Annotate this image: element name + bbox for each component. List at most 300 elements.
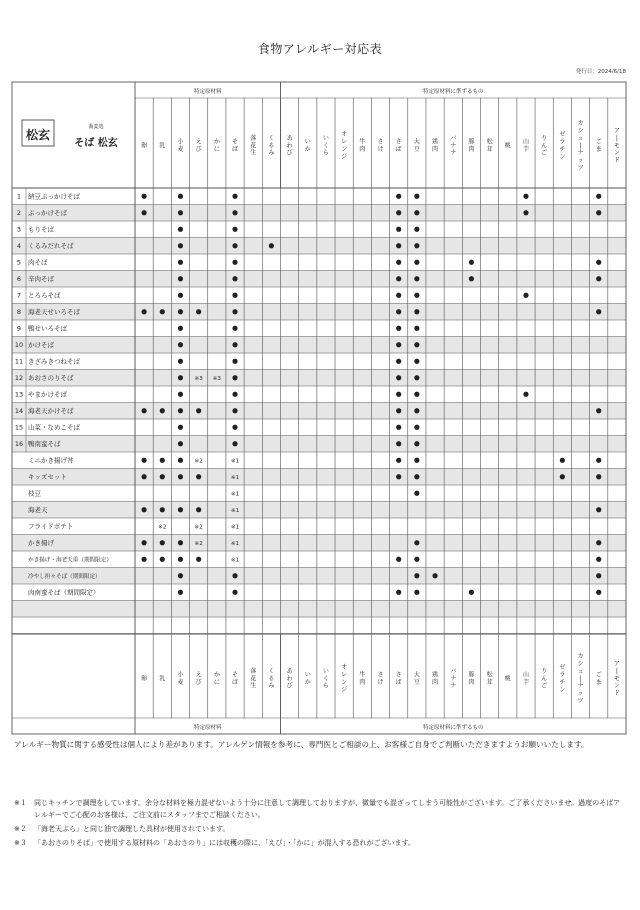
- svg-text:シ: シ: [577, 127, 584, 135]
- allergen-dot: [178, 227, 183, 232]
- allergen-dot: [141, 458, 146, 463]
- row-name: ミニかき揚げ丼: [28, 456, 74, 465]
- svg-text:さ: さ: [377, 138, 384, 146]
- allergen-dot: [141, 309, 146, 314]
- svg-text:み: み: [268, 149, 275, 157]
- row-name: かき揚げ: [28, 538, 54, 547]
- column-header-9: [287, 135, 293, 157]
- svg-text:オ: オ: [341, 131, 348, 139]
- svg-text:び: び: [286, 682, 293, 690]
- svg-text:バ: バ: [450, 667, 457, 675]
- allergen-dot: [596, 309, 601, 314]
- svg-text:松: 松: [486, 138, 493, 146]
- svg-text:麦: 麦: [177, 679, 184, 686]
- column-header-2: [159, 141, 165, 149]
- allergen-dot: [232, 260, 237, 265]
- allergen-dot: [178, 392, 183, 397]
- allergen-dot: [178, 293, 183, 298]
- footnote-1-mark: ※１: [14, 799, 27, 807]
- footnote-2: [14, 823, 626, 835]
- logo-name: そば 松玄: [74, 138, 118, 149]
- svg-text:ば: ば: [232, 679, 239, 686]
- allergen-dot: [396, 458, 401, 463]
- column-header-19: [468, 138, 474, 153]
- row-number: 9: [16, 324, 22, 333]
- svg-text:ば: ば: [395, 679, 402, 686]
- svg-text:小: 小: [177, 671, 184, 679]
- svg-text:大: 大: [413, 138, 420, 146]
- allergen-dot: [196, 474, 201, 479]
- footnote-3-text: 「あおさのりそば」で使用する原材料の「あおさのり」には収穫の際に、「えび」・「かに」が混入する恐れがございます。: [34, 839, 415, 847]
- svg-text:モ: モ: [613, 675, 620, 683]
- svg-text:肉: 肉: [359, 679, 366, 686]
- column-header-11: [323, 135, 329, 157]
- svg-text:ま: ま: [595, 146, 602, 153]
- allergen-dot: [396, 375, 401, 380]
- allergen-dot: [396, 194, 401, 199]
- svg-text:松: 松: [486, 671, 493, 679]
- svg-text:ツ: ツ: [577, 697, 584, 705]
- row-name: 鴨せいろそば: [28, 324, 67, 333]
- row-number: 11: [14, 357, 24, 366]
- svg-text:び: び: [286, 149, 293, 157]
- row-number: 1: [16, 192, 22, 201]
- allergen-dot: [178, 590, 183, 595]
- svg-text:ご: ご: [541, 682, 548, 690]
- column-footer-2: [159, 674, 165, 682]
- svg-text:ン: ン: [613, 682, 620, 690]
- allergen-dot: [232, 375, 237, 380]
- svg-text:生: 生: [250, 149, 257, 157]
- svg-text:ご: ご: [595, 671, 602, 679]
- svg-text:大: 大: [413, 671, 420, 679]
- allergen-dot: [160, 507, 165, 512]
- allergen-dot: [596, 194, 601, 199]
- svg-text:牛: 牛: [359, 671, 366, 679]
- allergen-dot: [469, 276, 474, 281]
- column-footer-13: [359, 671, 365, 686]
- svg-text:豚: 豚: [468, 138, 475, 146]
- column-header-16: [414, 138, 420, 153]
- row-number: 2: [16, 208, 22, 217]
- allergen-note-mark: ※3: [212, 375, 221, 382]
- svg-text:え: え: [195, 138, 202, 146]
- allergen-dot: [469, 590, 474, 595]
- row-name: 辛肉そば: [28, 274, 54, 283]
- svg-text:さ: さ: [395, 671, 402, 679]
- svg-text:く: く: [322, 142, 329, 150]
- allergen-dot: [560, 474, 565, 479]
- row-number: 4: [16, 241, 22, 250]
- svg-text:ば: ば: [395, 146, 402, 153]
- svg-text:茸: 茸: [486, 146, 493, 153]
- allergen-dot: [196, 507, 201, 512]
- row-number: 8: [16, 307, 22, 316]
- column-header-24: [559, 131, 565, 160]
- svg-text:あ: あ: [286, 134, 293, 142]
- svg-text:に: に: [213, 146, 220, 153]
- allergen-dot: [141, 507, 146, 512]
- svg-text:さ: さ: [395, 138, 402, 146]
- allergen-dot: [178, 326, 183, 331]
- allergen-dot: [414, 590, 419, 595]
- svg-text:ん: ん: [541, 142, 548, 150]
- row-number: 5: [16, 258, 22, 267]
- svg-text:バ: バ: [450, 134, 457, 142]
- allergen-dot: [141, 474, 146, 479]
- row-band: [12, 304, 626, 321]
- allergen-dot: [396, 260, 401, 265]
- row-number: 13: [14, 390, 24, 399]
- row-name: かけそば: [28, 340, 54, 349]
- svg-text:ッ: ッ: [577, 690, 584, 698]
- row-band: [12, 601, 626, 618]
- allergen-dot: [232, 227, 237, 232]
- allergen-dot: [232, 573, 237, 578]
- column-footer-11: [323, 668, 329, 690]
- svg-text:ジ: ジ: [341, 686, 348, 694]
- svg-text:り: り: [541, 667, 548, 675]
- row-name: 冷やし担々そば（期間限定）: [28, 573, 101, 580]
- svg-text:ナ: ナ: [577, 682, 584, 690]
- allergen-dot: [596, 507, 601, 512]
- row-band: [12, 238, 626, 255]
- column-footer-17: [432, 671, 438, 686]
- allergen-dot: [396, 359, 401, 364]
- allergen-dot: [178, 194, 183, 199]
- svg-text:モ: モ: [613, 142, 620, 150]
- column-header-12: [341, 130, 347, 160]
- allergen-dot: [178, 359, 183, 364]
- allergen-dot: [414, 392, 419, 397]
- group-equivalent-footer: 特定原材料に準ずるもの: [422, 725, 484, 731]
- svg-text:か: か: [213, 138, 220, 146]
- svg-text:肉: 肉: [432, 146, 439, 153]
- allergen-dot: [523, 392, 528, 397]
- allergen-dot: [178, 507, 183, 512]
- svg-text:ナ: ナ: [450, 142, 457, 150]
- row-name: あおさのりそば: [28, 373, 74, 382]
- allergen-dot: [141, 210, 146, 215]
- svg-text:豆: 豆: [413, 146, 420, 153]
- allergen-dot: [414, 458, 419, 463]
- allergen-dot: [523, 210, 528, 215]
- allergen-dot: [414, 540, 419, 545]
- column-header-8: [268, 135, 274, 157]
- row-name: 海老天かけそば: [28, 406, 74, 415]
- svg-text:け: け: [377, 146, 384, 153]
- row-number: 6: [16, 274, 22, 283]
- allergen-dot: [414, 326, 419, 331]
- allergen-note-mark: ※1: [230, 491, 240, 498]
- allergen-note-mark: ※1: [230, 474, 240, 481]
- svg-text:ン: ン: [559, 153, 566, 161]
- footnote-1-text: 同じキッチンで調理をしています。余分な材料を極力混ぜないよう十分に注意して調理しておりますが、微量でも混ざってしまう可能性がございます。ご了承くださいませ。過度のそばアレルギーでご心配のお客様は、ご注文前にスタッフまでご相談ください。: [34, 799, 621, 819]
- svg-text:ド: ド: [613, 157, 620, 165]
- column-footer-18: [450, 668, 456, 690]
- row-name: 山菜・なめこそば: [28, 423, 80, 432]
- svg-text:ナ: ナ: [450, 149, 457, 157]
- allergen-dot: [232, 210, 237, 215]
- allergen-dot: [141, 408, 146, 413]
- svg-text:ナ: ナ: [450, 675, 457, 683]
- footnote-1: [14, 797, 626, 821]
- column-footer-5: [214, 671, 220, 686]
- svg-text:|: |: [579, 675, 582, 683]
- row-name: くるみだれそば: [28, 241, 74, 250]
- allergen-dot: [232, 392, 237, 397]
- allergen-dot: [232, 293, 237, 298]
- notes-main: [14, 738, 626, 751]
- allergen-dot: [396, 408, 401, 413]
- svg-text:ラ: ラ: [559, 671, 566, 679]
- column-header-7: [250, 134, 256, 157]
- svg-text:け: け: [377, 679, 384, 686]
- svg-text:チ: チ: [559, 146, 566, 153]
- allergen-note-mark: ※1: [230, 557, 240, 564]
- allergen-dot: [232, 425, 237, 430]
- svg-text:生: 生: [250, 682, 257, 690]
- allergen-dot: [232, 309, 237, 314]
- svg-text:オ: オ: [341, 664, 348, 672]
- row-name: キッズセット: [28, 472, 67, 481]
- row-name: もりそば: [28, 225, 54, 234]
- svg-text:桃: 桃: [504, 142, 511, 150]
- svg-text:カ: カ: [577, 653, 584, 661]
- allergen-note-mark: ※2: [194, 540, 203, 547]
- column-header-14: [377, 139, 383, 153]
- allergen-dot: [414, 342, 419, 347]
- svg-text:|: |: [615, 667, 618, 675]
- allergen-dot: [414, 309, 419, 314]
- row-number: 3: [16, 225, 22, 234]
- column-footer-21: [505, 674, 511, 682]
- allergen-dot: [160, 458, 165, 463]
- column-header-27: [614, 128, 620, 165]
- svg-text:卵: 卵: [141, 142, 148, 150]
- allergen-note-mark: ※1: [230, 540, 240, 547]
- svg-text:小: 小: [177, 138, 184, 146]
- allergen-dot: [178, 441, 183, 446]
- notes-main-text: アレルギー物質に関する感受性は個人により差があります。アレルゲン情報を参考に、専門医とご相談の上、お客様ご自身でご判断いただきますようお願いいたします。: [14, 740, 589, 749]
- svg-text:豚: 豚: [468, 671, 475, 679]
- column-footer-12: [341, 663, 347, 693]
- svg-text:る: る: [268, 675, 275, 683]
- column-footer-1: [141, 674, 147, 682]
- svg-text:り: り: [541, 134, 548, 142]
- svg-text:く: く: [268, 134, 275, 142]
- svg-text:ナ: ナ: [577, 149, 584, 157]
- allergen-dot: [396, 474, 401, 479]
- svg-text:み: み: [268, 682, 275, 690]
- svg-text:シ: シ: [577, 660, 584, 668]
- svg-text:ッ: ッ: [577, 157, 584, 165]
- group-specified-footer: 特定原材料: [193, 725, 222, 731]
- row-name: きざみきつねそば: [28, 357, 80, 366]
- allergen-note-mark: ※1: [230, 458, 240, 465]
- allergen-dot: [396, 243, 401, 248]
- allergen-dot: [196, 408, 201, 413]
- svg-text:び: び: [195, 146, 202, 153]
- column-footer-3: [177, 671, 184, 686]
- allergen-dot: [178, 243, 183, 248]
- svg-text:乳: 乳: [159, 142, 166, 150]
- allergen-dot: [196, 309, 201, 314]
- column-footer-22: [523, 671, 529, 686]
- logo-small-text: 蕎麦処: [88, 124, 104, 130]
- svg-text:ア: ア: [613, 127, 620, 135]
- row-number: 10: [14, 340, 24, 349]
- svg-text:ツ: ツ: [577, 164, 584, 172]
- svg-text:山: 山: [522, 671, 529, 679]
- row-band: [12, 370, 626, 387]
- column-header-6: [232, 139, 238, 153]
- svg-text:か: か: [304, 679, 311, 686]
- svg-text:牛: 牛: [359, 138, 366, 146]
- allergen-dot: [178, 540, 183, 545]
- svg-text:わ: わ: [286, 675, 293, 683]
- svg-text:茸: 茸: [486, 679, 493, 686]
- svg-text:落: 落: [250, 667, 257, 675]
- allergen-dot: [596, 210, 601, 215]
- svg-text:花: 花: [250, 142, 257, 150]
- svg-text:ま: ま: [595, 679, 602, 686]
- svg-text:い: い: [304, 671, 311, 679]
- svg-text:卵: 卵: [141, 675, 148, 683]
- allergen-dot: [396, 557, 401, 562]
- column-header-22: [523, 138, 529, 153]
- allergen-dot: [160, 557, 165, 562]
- allergen-dot: [596, 458, 601, 463]
- svg-text:い: い: [322, 134, 329, 142]
- allergen-dot: [232, 276, 237, 281]
- allergen-dot: [178, 573, 183, 578]
- svg-text:ゼ: ゼ: [559, 664, 566, 672]
- column-header-13: [359, 138, 365, 153]
- column-header-17: [432, 138, 438, 153]
- allergen-dot: [414, 227, 419, 232]
- allergen-dot: [160, 540, 165, 545]
- svg-text:山: 山: [522, 138, 529, 146]
- group-equivalent-header: 特定原材料に準ずるもの: [422, 89, 484, 95]
- allergen-dot: [414, 194, 419, 199]
- group-specified-header: 特定原材料: [193, 89, 222, 95]
- allergen-dot: [178, 425, 183, 430]
- column-footer-15: [396, 672, 402, 686]
- svg-text:る: る: [268, 142, 275, 150]
- allergen-dot: [396, 309, 401, 314]
- row-name: とろろそば: [28, 291, 61, 300]
- svg-text:ン: ン: [341, 146, 348, 153]
- svg-text:レ: レ: [341, 138, 348, 146]
- svg-text:花: 花: [250, 675, 257, 683]
- row-number: 12: [14, 373, 24, 382]
- footnote-3-mark: ※３: [14, 839, 27, 847]
- svg-text:鶏: 鶏: [432, 138, 439, 146]
- allergen-dot: [141, 557, 146, 562]
- svg-text:ア: ア: [613, 660, 620, 668]
- allergen-dot: [269, 243, 274, 248]
- allergen-note-mark: ※2: [194, 458, 203, 465]
- svg-text:そ: そ: [232, 138, 239, 146]
- svg-text:ン: ン: [613, 149, 620, 157]
- column-header-21: [505, 141, 511, 149]
- svg-text:ラ: ラ: [559, 138, 566, 146]
- svg-text:に: に: [213, 679, 220, 686]
- svg-text:肉: 肉: [468, 679, 475, 686]
- row-name: 肉南蛮そば（期間限定）: [28, 588, 100, 597]
- allergen-dot: [596, 557, 601, 562]
- svg-text:い: い: [304, 138, 311, 146]
- allergen-dot: [178, 342, 183, 347]
- row-band: [12, 535, 626, 552]
- allergen-note-mark: ※3: [194, 375, 203, 382]
- footnote-3: [14, 837, 626, 849]
- allergen-dot: [414, 276, 419, 281]
- svg-text:芋: 芋: [522, 679, 529, 686]
- row-name: 鴨南蛮そば: [28, 439, 61, 448]
- row-name: かき揚げ・海老天重（期間限定）: [28, 557, 112, 564]
- svg-text:チ: チ: [559, 679, 566, 686]
- svg-text:肉: 肉: [468, 146, 475, 153]
- allergen-dot: [560, 458, 565, 463]
- svg-text:ュ: ュ: [577, 667, 584, 675]
- allergen-dot: [414, 425, 419, 430]
- allergen-dot: [178, 309, 183, 314]
- row-number: 15: [14, 423, 24, 432]
- allergen-dot: [414, 441, 419, 446]
- column-footer-7: [250, 667, 256, 690]
- svg-text:ば: ば: [232, 146, 239, 153]
- row-name: 海老天せいろそば: [28, 307, 80, 316]
- row-name: フライドポテト: [28, 522, 74, 531]
- svg-text:ん: ん: [541, 675, 548, 683]
- column-header-3: [177, 138, 184, 153]
- allergen-dot: [396, 227, 401, 232]
- row-band: [12, 469, 626, 486]
- svg-text:|: |: [615, 134, 618, 142]
- column-footer-6: [232, 672, 238, 686]
- column-footer-16: [414, 671, 420, 686]
- allergen-dot: [396, 441, 401, 446]
- allergen-dot: [178, 375, 183, 380]
- svg-text:わ: わ: [286, 142, 293, 150]
- allergen-dot: [178, 557, 183, 562]
- svg-text:ン: ン: [559, 686, 566, 694]
- allergen-dot: [160, 408, 165, 413]
- row-number: 7: [16, 291, 22, 300]
- allergen-dot: [178, 474, 183, 479]
- column-footer-27: [614, 661, 620, 698]
- row-name: やまかけそば: [28, 390, 67, 399]
- svg-text:ゼ: ゼ: [559, 131, 566, 139]
- allergen-dot: [178, 408, 183, 413]
- allergen-dot: [396, 425, 401, 430]
- column-header-4: [196, 139, 202, 153]
- column-footer-19: [468, 671, 474, 686]
- row-band: [12, 271, 626, 288]
- column-header-20: [487, 138, 494, 153]
- row-name: 海老天: [28, 505, 48, 514]
- allergen-dot: [523, 194, 528, 199]
- allergen-dot: [232, 342, 237, 347]
- svg-text:そ: そ: [232, 671, 239, 679]
- column-footer-25: [578, 653, 584, 704]
- svg-text:ら: ら: [322, 682, 329, 690]
- allergen-dot: [160, 309, 165, 314]
- allergen-dot: [160, 474, 165, 479]
- allergen-dot: [196, 557, 201, 562]
